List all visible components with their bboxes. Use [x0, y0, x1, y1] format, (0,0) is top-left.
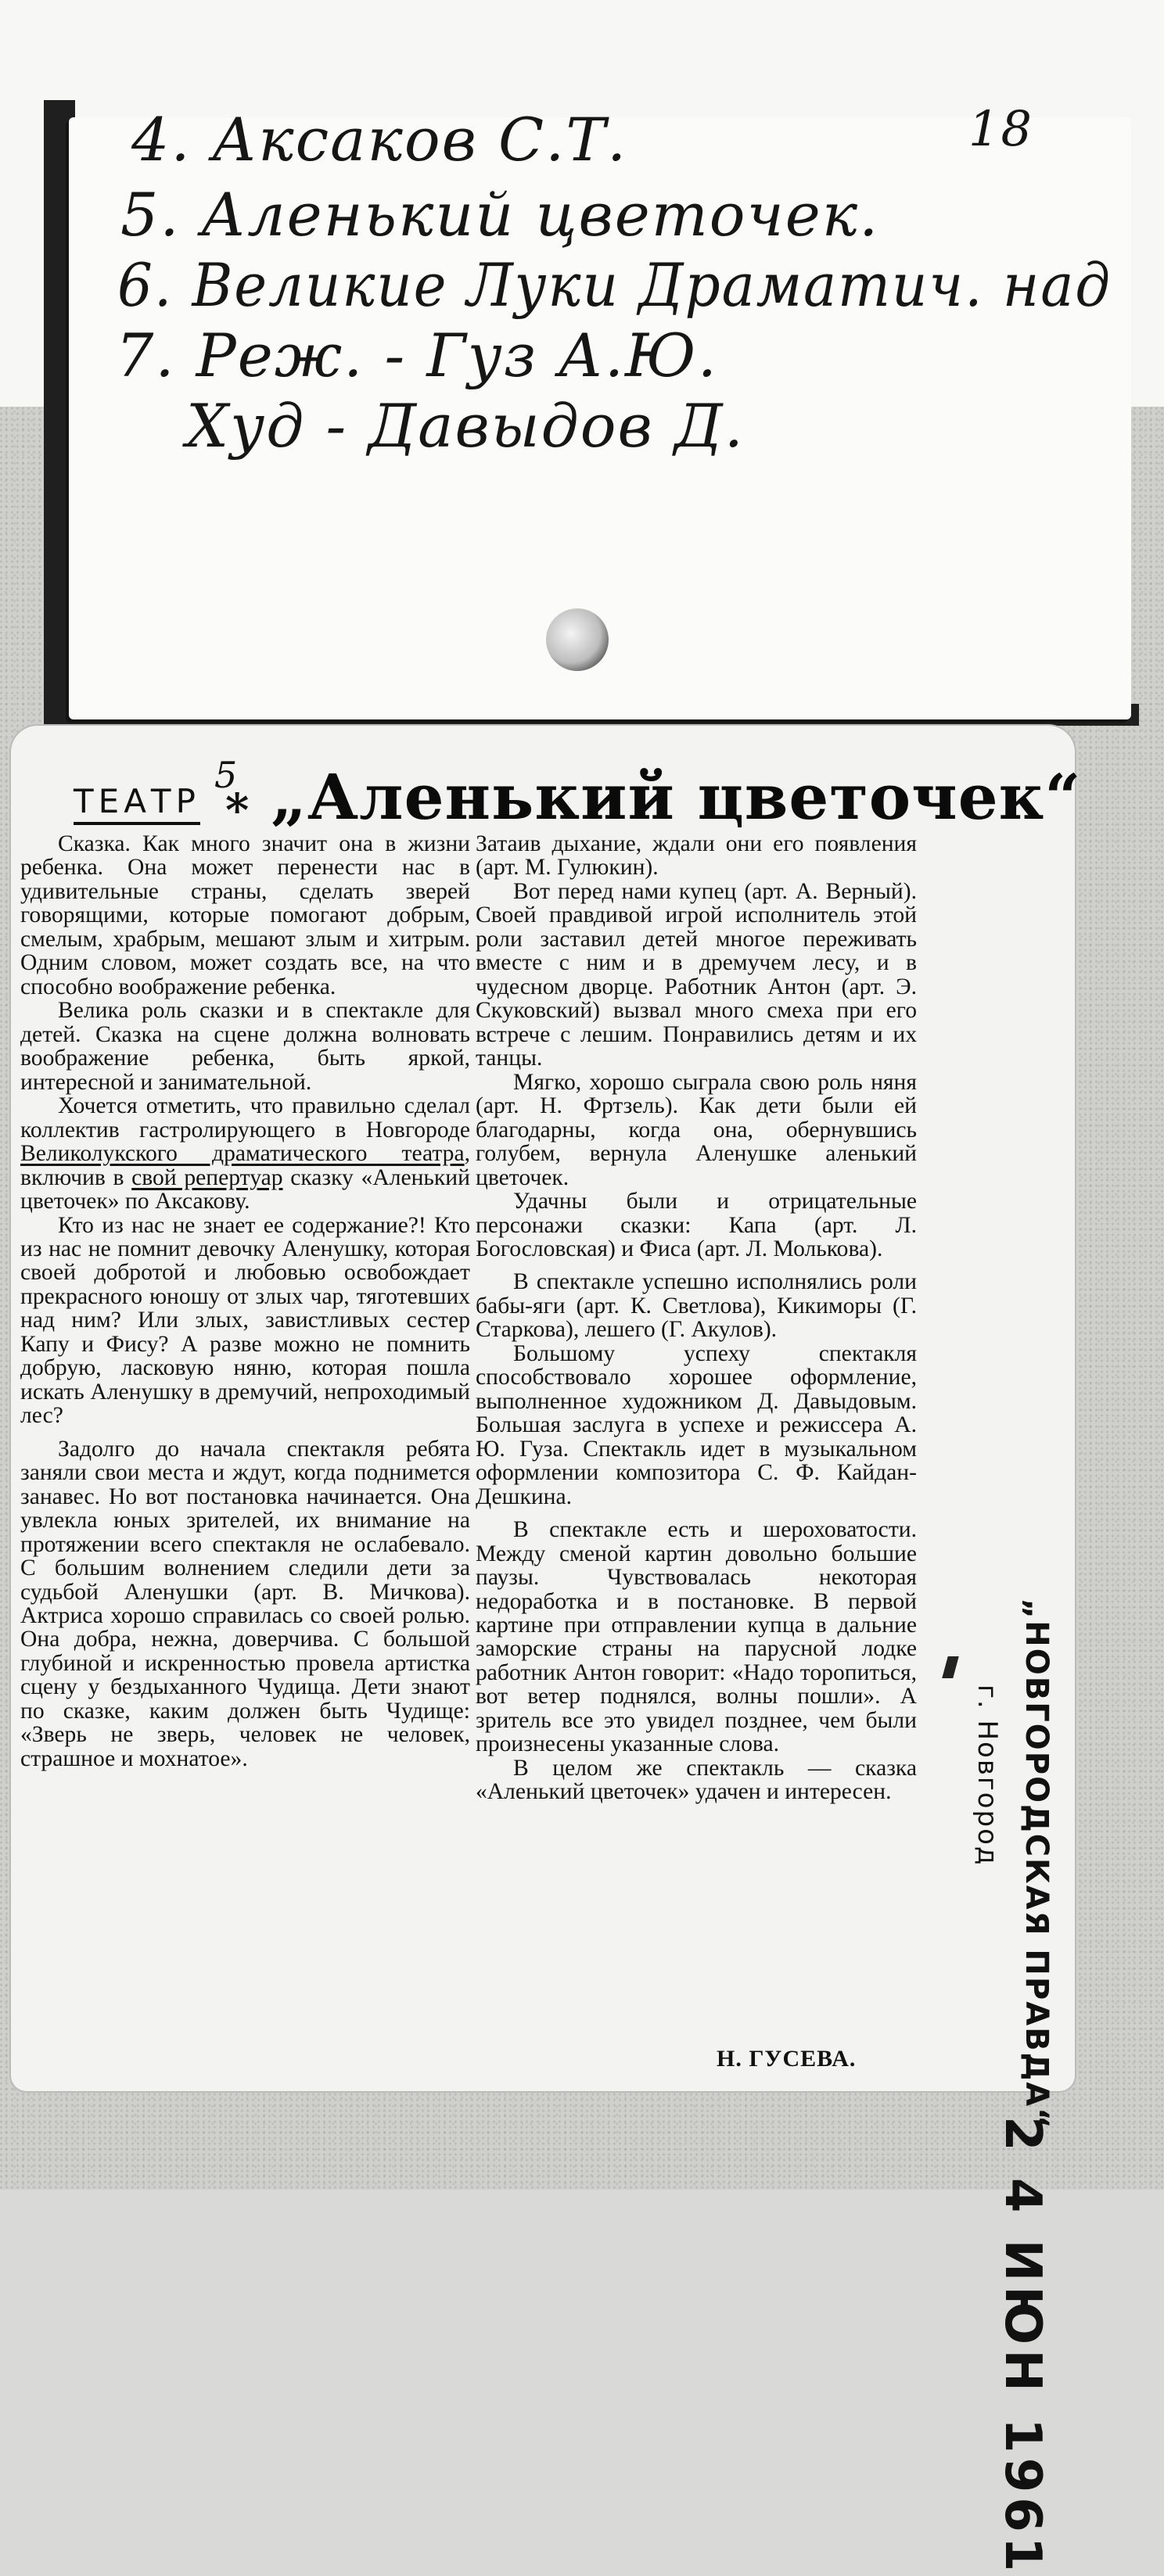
city-vertical: г. Новгород	[972, 1684, 1003, 1867]
article-column-1	[20, 832, 470, 1771]
newspaper-clipping	[11, 726, 1082, 2576]
newspaper-name-vertical: „НОВГОРОДСКАЯ ПРАВДА“	[1018, 1598, 1054, 2130]
star-mark: *	[225, 784, 250, 837]
handwritten-annotation: 5	[214, 754, 238, 796]
paragraph: В спектакле успешно исполнялись роли бабы-яги (арт. К. Светлова), Кикиморы (Г. Старкова), лешего (Г. Акулов).	[476, 1269, 917, 1343]
paragraph: Сказка. Как много значит она в жизни ребенка. Она может перенести нас в удивительные страны, сделать зверей говорящими, которые помогают добрым, смелым, храбрым, мешают злым и хитрым. Одним словом, может создать все, на что способно воображение ребенка.	[20, 831, 470, 999]
paragraph: В целом же спектакль — сказка «Аленький цветочек» удачен и интересен.	[476, 1755, 917, 1805]
paragraph: Хочется отметить, что правильно сделал коллектив гастролирующего в Новгороде Великолукского драматического театра, включив в свой репертуар сказку «Аленький цветочек» по Аксакову.	[20, 1093, 470, 1214]
article-header	[59, 754, 1082, 840]
paragraph: Затаив дыхание, ждали они его появления (арт. М. Гулюкин).	[476, 831, 917, 881]
card-page-number: 18	[968, 100, 1033, 157]
pen-mark	[942, 1656, 959, 1678]
section-rubric: ТЕАТР	[74, 782, 200, 825]
card-line-theatre: 6. Великие Луки Драматич. над	[117, 250, 1112, 320]
date-stamp: 2 4 ИЮН 1961	[993, 2116, 1051, 2576]
paragraph: Вот перед нами купец (арт. А. Верный). Своей правдивой игрой исполнитель этой роли заставил детей многое переживать вместе с ним и в дремучем лесу, и в чудесном дворце. Работник Антон (арт. Э. Скуковский) вызвал много смеха при его встрече с лешим. Понравились детям и их танцы.	[476, 878, 917, 1071]
card-line-author: 4. Аксаков С.Т.	[131, 105, 628, 174]
paragraph: Задолго до начала спектакля ребята заняли свои места и ждут, когда поднимется занавес. Но вот постановка начинается. Она увлекла юных зрителей, их внимание на протяжении всего спектакля не ослабевало. С большим волнением следили дети за судьбой Аленушки (арт. В. Мичкова). Актриса хорошо справилась со своей ролью. Она добра, нежна, доверчива. С большой глубиной и искренностью провела артистка сцену у бездыханного Чудища. Дети знают по сказке, каким должен быть Чудище: «Зверь не зверь, человек не человек, страшное и мохнатое».	[20, 1436, 470, 1771]
card-line-artist: Худ - Давыдов Д.	[186, 391, 745, 461]
paragraph: В спектакле есть и шероховатости. Между сменой картин довольно большие паузы. Чувствовалась некоторая недоработка и в постановке. В первой картине при отправлении купца в дальние заморские страны на парусной лодке работник Антон говорит: «Надо торопиться, вот ветер поднялся, волны пошли». А зритель все это увидел позднее, чем были произнесены указанные слова.	[476, 1517, 917, 1757]
paragraph: Большому успеху спектакля способствовало хорошее оформление, выполненное художником Д. Давыдовым. Большая заслуга в успехе и режиссера А. Ю. Гуза. Спектакль идет в музыкальном оформлении композитора С. Ф. Кайдан-Дешкина.	[476, 1340, 917, 1509]
paragraph: Мягко, хорошо сыграла свою роль няня (арт. Н. Фртзель). Как дети были ей благодарны, когда она, обернувшись голубем, вернула Аленушке аленький цветочек.	[476, 1069, 917, 1190]
paragraph: Велика роль сказки и в спектакле для детей. Сказка на сцене должна волновать воображение ребенка, быть яркой, интересной и занимательной.	[20, 998, 470, 1095]
underlined-theatre-name: Великолукского драматического театра	[20, 1141, 465, 1167]
paragraph: Кто из нас не знает ее содержание?! Кто из нас не помнит девочку Аленушку, которая своей добротой и любовью освобождает прекрасного юношу от злых чар, тяготевших над ним? Или злых, завистливых сестер Капу и Фису? А разве можно не помнить добрую, ласковую няню, которая пошла искать Аленушку в дремучий, непроходимый лес?	[20, 1212, 470, 1429]
underlined-repertoire: свой репертуар	[131, 1164, 283, 1190]
eyelet-grommet	[546, 608, 609, 671]
card-line-title: 5. Аленький цветочек.	[120, 180, 880, 249]
article-column-2	[476, 832, 917, 1804]
paragraph: Удачны были и отрицательные персонажи сказки: Капа (арт. Л. Богословская) и Фиса (арт. Л. Молькова).	[476, 1189, 917, 1261]
article-headline: „Аленький цветочек“	[271, 760, 1082, 834]
card-line-director: 7. Реж. - Гуз А.Ю.	[116, 321, 718, 390]
article-author: Н. ГУСЕВА.	[717, 2046, 857, 2072]
